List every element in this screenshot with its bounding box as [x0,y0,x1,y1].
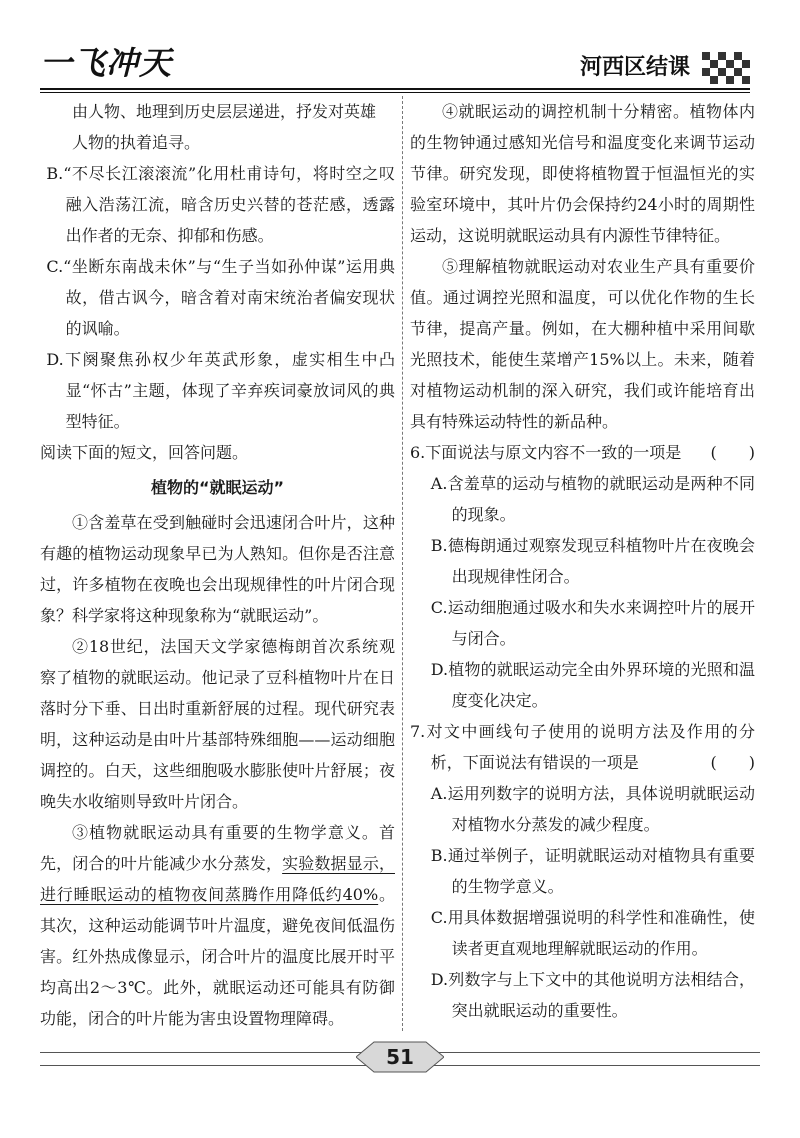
question-7-text: 7.对文中画线句子使用的说明方法及作用的分析，下面说法有错误的一项是 [410,722,755,772]
continuation-line-2: 人物的执着追寻。 [72,133,201,152]
question-6-text: 6.下面说法与原文内容不一致的一项是 [410,443,682,462]
option-d: D.下阕聚焦孙权少年英武形象，虚实相生中凸显“怀古”主题，体现了辛弃疾词豪放词风的典型特征。 [46,350,395,431]
option-c: C.“坐断东南战未休”与“生子当如孙仲谋”运用典故，借古讽今，暗含着对南宋统治者偏安现状的讽喻。 [46,257,395,338]
question-7-option-d: D.列数字与上下文中的其他说明方法相结合，突出就眠运动的重要性。 [430,970,755,1020]
column-divider [402,96,403,1031]
paragraph-4: ④就眠运动的调控机制十分精密。植物体内的生物钟通过感知光信号和温度变化来调节运动节律。研究发现，即使将植物置于恒温恒光的实验室环境中，其叶片仍会保持约24小时的周期性运动，这说明就眠运动具有内源性节律特征。 [410,102,755,245]
paragraph-2: ②18世纪，法国天文学家德梅朗首次系统观察了植物的就眠运动。他记录了豆科植物叶片在日落时分下垂、日出时重新舒展的过程。现代研究表明，这种运动是由叶片基部特殊细胞——运动细胞调控的。白天，这些细胞吸水膨胀使叶片舒展；夜晚失水收缩则导致叶片闭合。 [40,637,395,811]
page-header [0,0,800,92]
answer-blank: ( ) [710,753,755,772]
question-7 [410,716,755,778]
paragraph-5: ⑤理解植物就眠运动对农业生产具有重要价值。通过调控光照和温度，可以优化作物的生长节律，提高产量。例如，在大棚种植中采用间歇光照技术，能使生菜增产15%以上。未来，随着对植物运动机制的深入研究，我们或许能培育出具有特殊运动特性的新品种。 [410,257,755,431]
reading-instruction: 阅读下面的短文，回答问题。 [40,443,249,462]
region-label: 河西区结课 [579,55,690,80]
paragraph-3-end: 。其次，这种运动能调节叶片温度，避免夜间低温伤害。红外热成像显示，闭合叶片的温度比展开时平均高出2～3℃。此外，就眠运动还可能具有防御功能，闭合的叶片能为害虫设置物理障碍。 [40,885,395,1028]
question-6-option-c: C.运动细胞通过吸水和失水来调控叶片的展开与闭合。 [430,598,755,648]
left-column [40,96,395,1034]
question-6-option-d: D.植物的就眠运动完全由外界环境的光照和温度变化决定。 [430,660,755,710]
option-b: B.“不尽长江滚滚流”化用杜甫诗句，将时空之叹融入浩荡江流，暗含历史兴替的苍茫感，透露出作者的无奈、抑郁和伤感。 [46,164,395,245]
checker-pattern-icon [702,52,750,88]
header-rule-thin [40,92,750,93]
footer-pattern-left [40,1052,370,1066]
page-footer [0,1038,800,1078]
question-6-option-a: A.含羞草的运动与植物的就眠运动是两种不同的现象。 [430,474,755,524]
question-7-option-c: C.用具体数据增强说明的科学性和准确性，使读者更直观地理解就眠运动的作用。 [430,908,755,958]
underlined-sentence: 实验数据显示，进行睡眠运动的植物夜间蒸腾作用降低约40% [40,854,395,904]
question-7-option-b: B.通过举例子，证明就眠运动对植物具有重要的生物学意义。 [430,846,755,896]
article-title: 植物的“就眠运动” [150,478,285,497]
question-6-option-b: B.德梅朗通过观察发现豆科植物叶片在夜晚会出现规律性闭合。 [430,536,755,586]
paragraph-3-start: ③植物就眠运动具有重要的生物学意义。首先，闭合的叶片能减少水分蒸发， [40,823,395,873]
brand-logo: 一飞冲天 [40,44,173,82]
question-6 [410,437,755,468]
answer-blank: ( ) [710,443,755,462]
page-number: 51 [386,1045,414,1069]
paragraph-3 [40,817,395,1034]
header-rule [40,88,750,90]
paragraph-1: ①含羞草在受到触碰时会迅速闭合叶片，这种有趣的植物运动现象早已为人熟知。但你是否注意过，许多植物在夜晚也会出现规律性的叶片闭合现象？科学家将这种现象称为“就眠运动”。 [40,513,395,625]
prev-answer-continuation [40,96,395,158]
right-column [410,96,755,1026]
footer-pattern-right [430,1052,760,1066]
question-7-option-a: A.运用列数字的说明方法，具体说明就眠运动对植物水分蒸发的减少程度。 [430,784,755,834]
continuation-line-1: 由人物、地理到历史层层递进，抒发对英雄 [72,102,377,121]
